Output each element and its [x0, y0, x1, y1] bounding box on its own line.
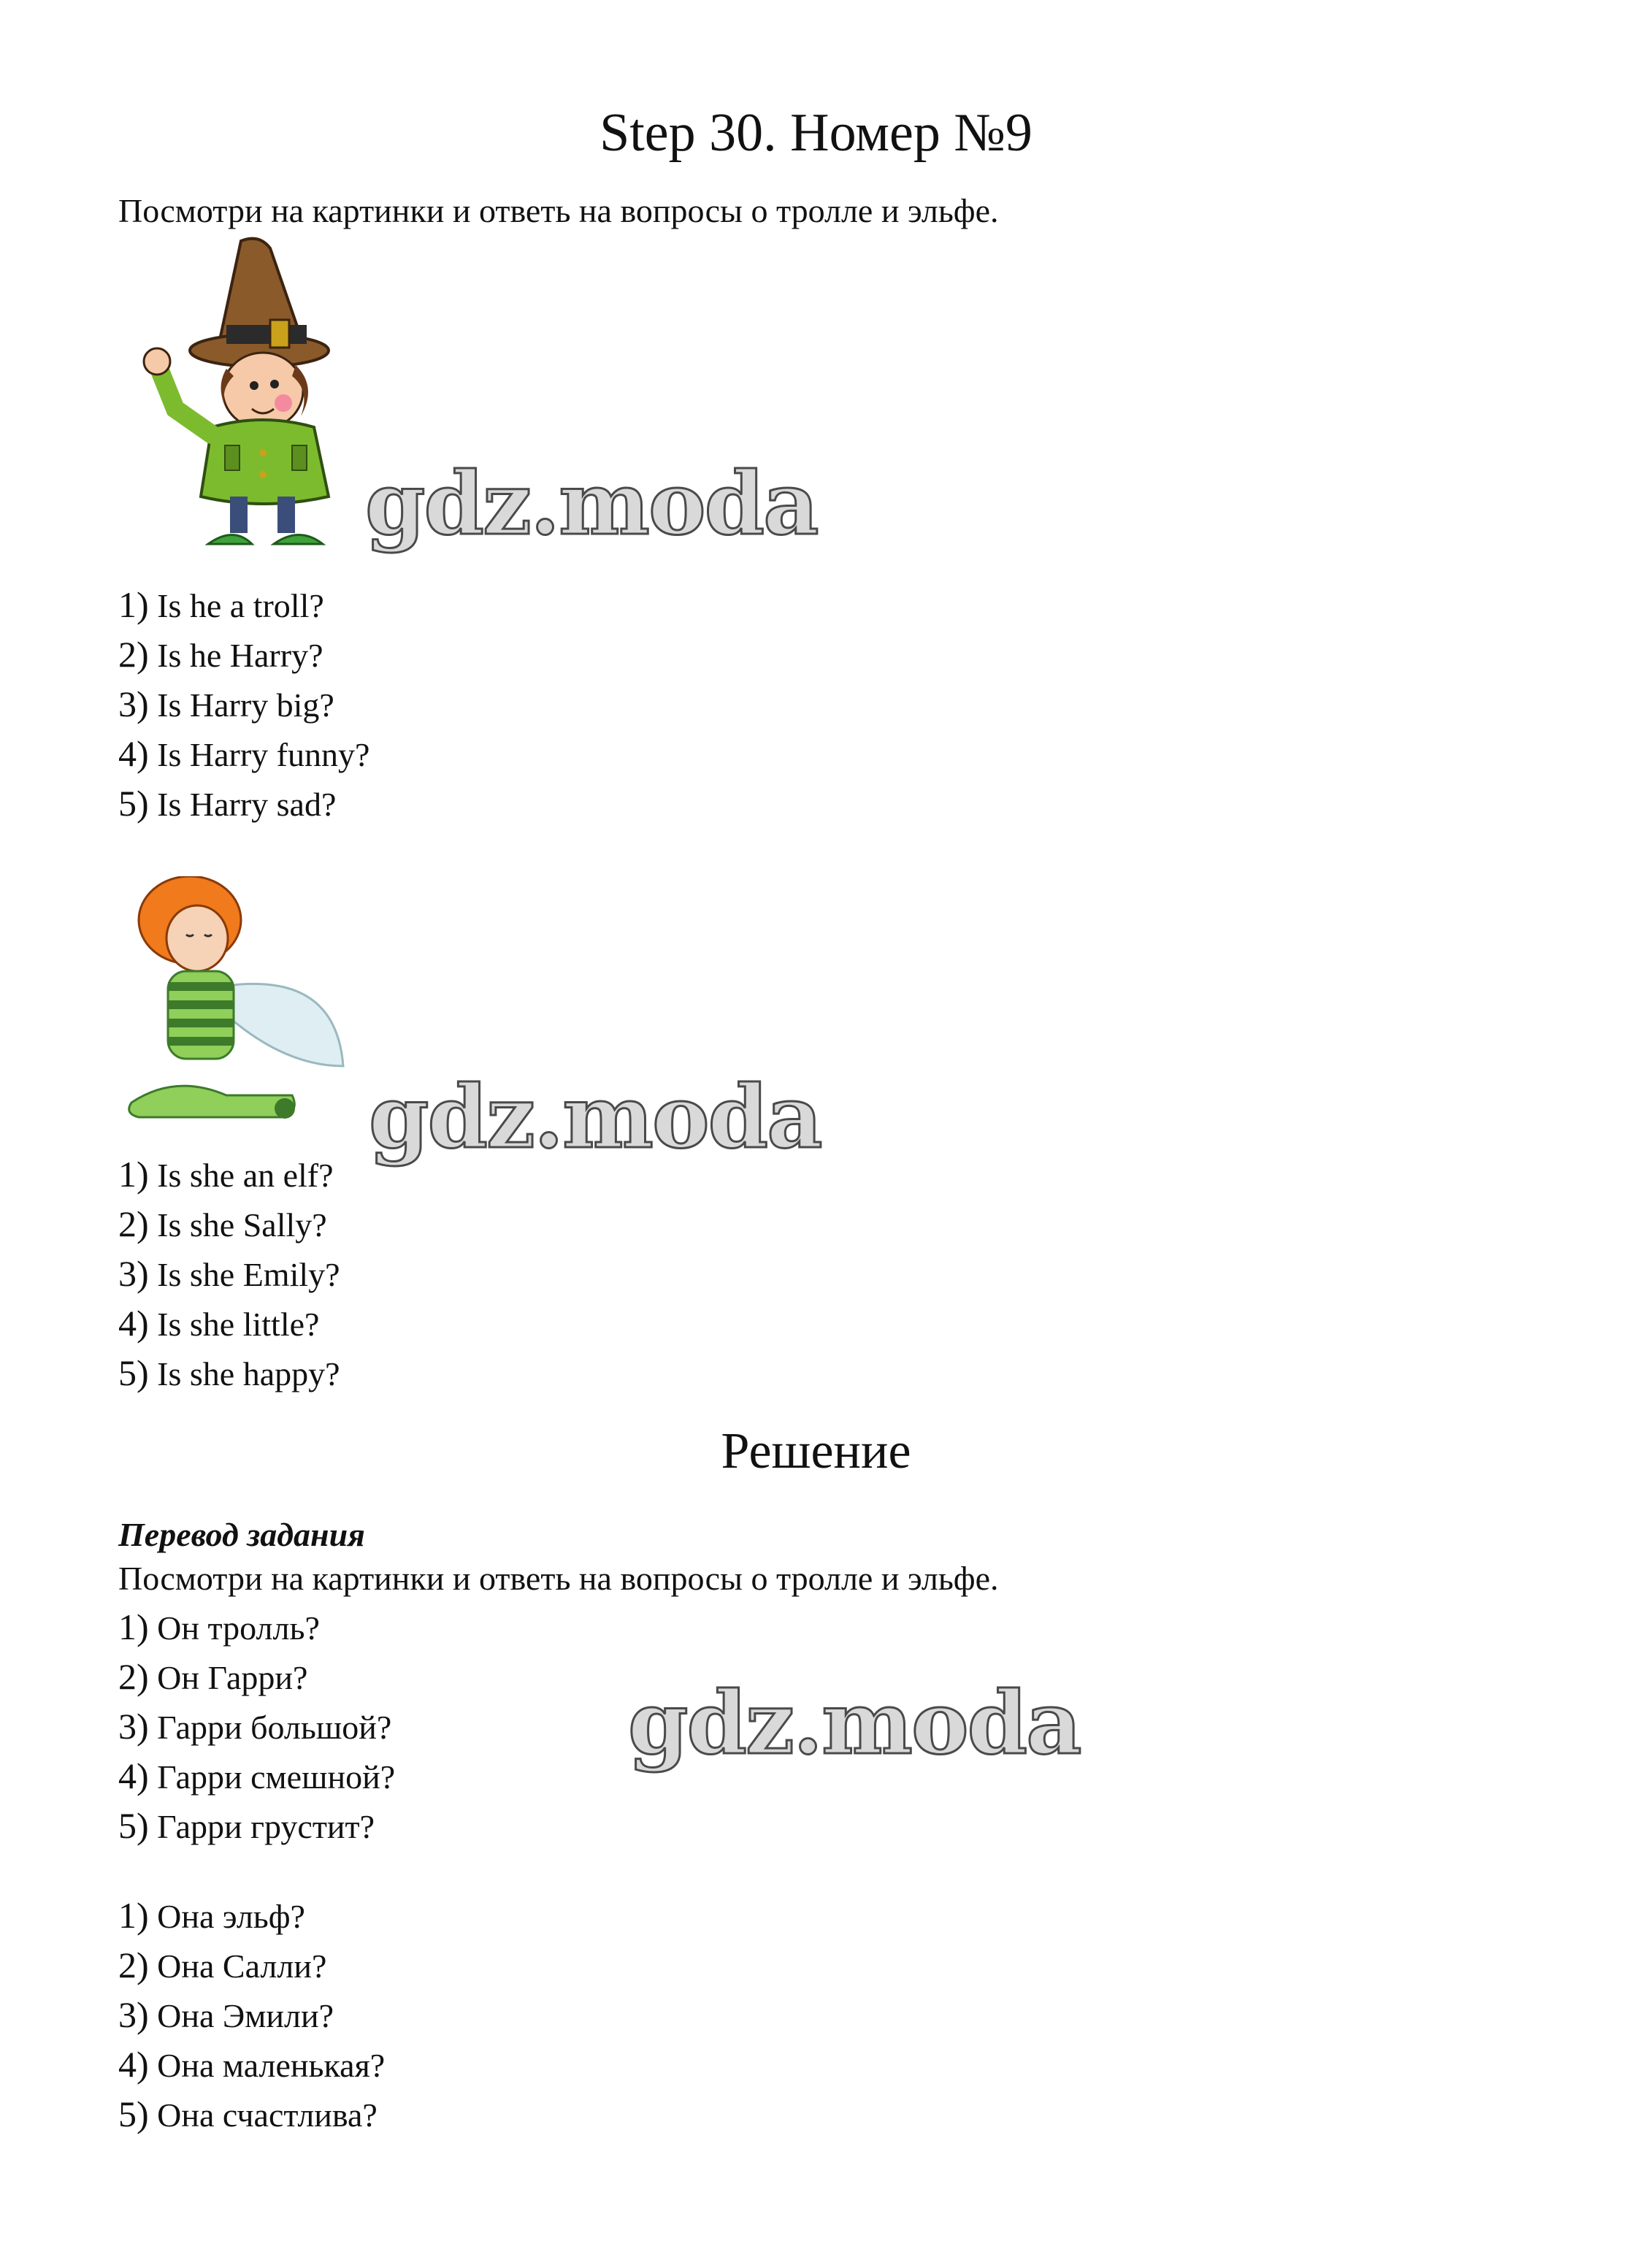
list-item: 2) Is she Sally? — [118, 1203, 327, 1244]
list-item: 1) Is she an elf? — [118, 1154, 334, 1195]
list-item: 5) Гарри грустит? — [118, 1805, 375, 1846]
page-title: Step 30. Номер №9 — [599, 103, 1033, 163]
watermark: gdz.moda — [365, 453, 818, 554]
list-item: 3) Она Эмили? — [118, 1994, 334, 2035]
list-item: 4) Is she little? — [118, 1303, 320, 1344]
list-item: 5) Она счастлива? — [118, 2093, 378, 2134]
solution-title: Решение — [721, 1423, 911, 1479]
translation-heading: Перевод задания — [118, 1516, 365, 1553]
watermark: gdz.moda — [369, 1066, 821, 1168]
list-item: 2) Он Гарри? — [118, 1656, 308, 1697]
list-item: 4) Она маленькая? — [118, 2044, 386, 2085]
list-item: 1) Is he a troll? — [118, 584, 324, 625]
translated-troll-question-list — [118, 1603, 395, 1851]
list-item: 1) Она эльф? — [118, 1895, 305, 1936]
list-item: 4) Is Harry funny? — [118, 733, 370, 774]
task-instruction: Посмотри на картинки и ответь на вопросы о тролле и эльфе. — [118, 192, 999, 229]
list-item: 3) Is Harry big? — [118, 683, 334, 724]
list-item: 1) Он тролль? — [118, 1606, 320, 1647]
list-item: 2) Is he Harry? — [118, 634, 323, 675]
translated-elf-question-list — [118, 1891, 385, 2139]
troll-illustration — [131, 234, 380, 555]
watermark: gdz.moda — [628, 1672, 1081, 1774]
translation-instruction: Посмотри на картинки и ответь на вопросы о тролле и эльфе. — [118, 1560, 999, 1597]
list-item: 4) Гарри смешной? — [118, 1755, 396, 1796]
list-item: 3) Гарри большой? — [118, 1706, 392, 1747]
list-item: 5) Is she happy? — [118, 1352, 340, 1393]
list-item: 2) Она Салли? — [118, 1945, 327, 1985]
elf-question-list — [118, 1150, 340, 1398]
elf-illustration — [117, 876, 358, 1139]
list-item: 3) Is she Emily? — [118, 1253, 340, 1294]
list-item: 5) Is Harry sad? — [118, 783, 337, 824]
troll-question-list — [118, 581, 369, 829]
